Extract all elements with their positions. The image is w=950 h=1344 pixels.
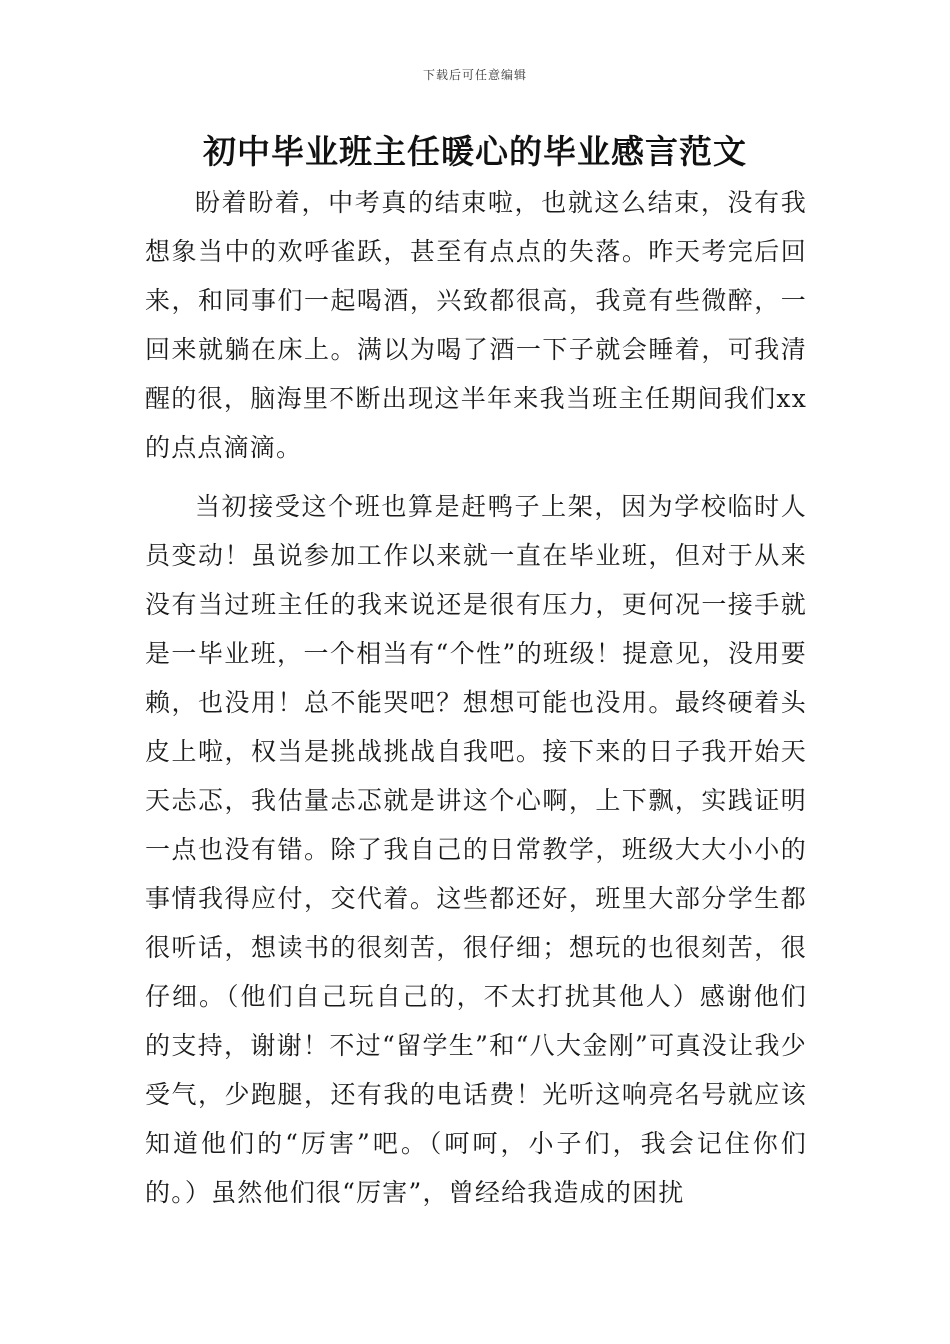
document-body [145,178,807,1227]
paragraph-1: 盼着盼着，中考真的结束啦，也就这么结束，没有我想象当中的欢呼雀跃，甚至有点点的失落。昨天考完后回来，和同事们一起喝酒，兴致都很高，我竟有些微醉，一回来就躺在床上。满以为喝了酒一下子就会睡着，可我清醒的很，脑海里不断出现这半年来我当班主任期间我们xx的点点滴滴。 [145,188,807,462]
header-note: 下载后可任意编辑 [422,68,527,82]
document-title: 初中毕业班主任暖心的毕业感言范文 [203,132,747,171]
paragraph-2: 当初接受这个班也算是赶鸭子上架，因为学校临时人员变动！虽说参加工作以来就一直在毕业班，但对于从来没有当过班主任的我来说还是很有压力，更何况一接手就是一毕业班，一个相当有“个性”的班级！提意见，没用要赖，也没用！总不能哭吧？想想可能也没用。最终硬着头皮上啦，权当是挑战挑战自我吧。接下来的日子我开始天天忐忑，我估量忐忑就是讲这个心啊，上下飘，实践证明一点也没有错。除了我自己的日常教学，班级大大小小的事情我得应付，交代着。这些都还好，班里大部分学生都很听话，想读书的很刻苦，很仔细；想玩的也很刻苦，很仔细。（他们自己玩自己的，不太打扰其他人）感谢他们的支持，谢谢！不过“留学生”和“八大金刚”可真没让我少受气，少跑腿，还有我的电话费！光听这响亮名号就应该知道他们的“厉害”吧。（呵呵，小子们，我会记住你们的。）虽然他们很“厉害”，曾经给我造成的困扰 [145,492,807,1207]
